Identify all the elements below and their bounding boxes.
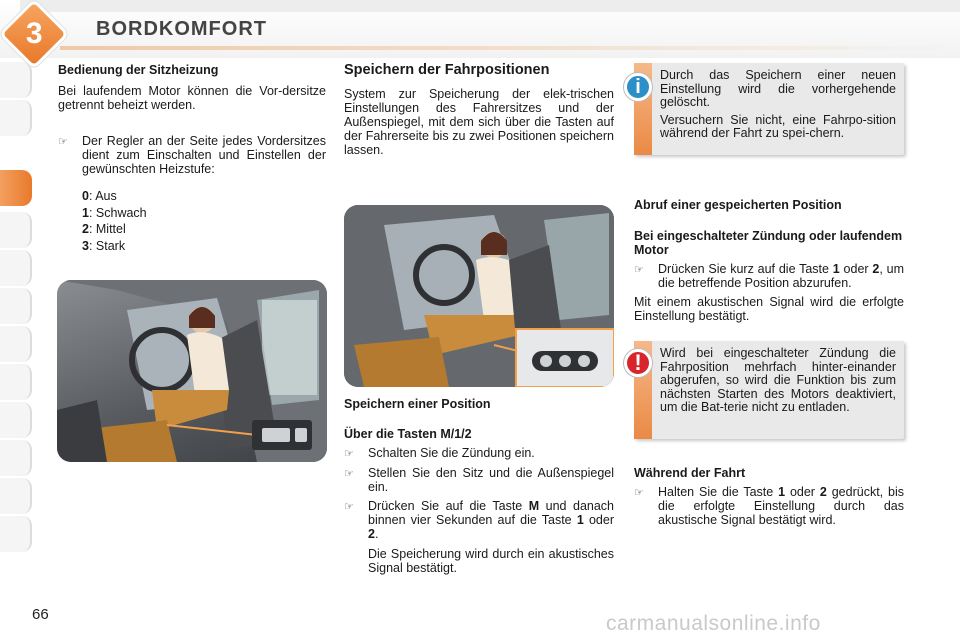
- chapter-title: BORDKOMFORT: [96, 18, 267, 40]
- chapter-tab[interactable]: [0, 212, 32, 248]
- seat-heating-illustration: [57, 280, 327, 462]
- header-underline: [60, 46, 960, 50]
- pointer-icon: ☞: [344, 448, 354, 460]
- store-position-block: [344, 397, 614, 575]
- memory-intro: System zur Speicherung der elek-trischen Einstellungen des Fahrersitzes und der Außenspiegel, mit dem sich über die Tasten auf der Fahrerseite bis zu zwei Positionen speichern lassen.: [344, 87, 614, 157]
- seat-heating-bullet-text: Der Regler an der Seite jedes Vordersitzes dient zum Einschalten und Einstellen der gewünschten Heizstufe:: [82, 134, 326, 176]
- info-icon: i: [624, 73, 652, 101]
- warning-icon: !: [624, 349, 652, 377]
- warning-box-text: Wird bei eingeschalteter Zündung die Fahrposition mehrfach hinter-einander abgerufen, so wird die Funktion bis zum nächsten Starten des Motors deaktiviert, um die Bat-terie nicht zu entladen.: [660, 346, 896, 414]
- heating-level: 2: Mittel: [82, 222, 126, 236]
- header-strip: [20, 0, 960, 12]
- warning-box: [634, 341, 904, 439]
- store-step: ☞ Drücken Sie auf die Taste M und danach binnen vier Sekunden auf die Taste 1 oder 2.: [344, 499, 615, 541]
- ignition-heading: Bei eingeschalteter Zündung oder laufendem Motor: [634, 229, 903, 257]
- chapter-tab[interactable]: [0, 326, 32, 362]
- chapter-tab[interactable]: [0, 100, 32, 136]
- recall-step: ☞ Drücken Sie kurz auf die Taste 1 oder 2, um die betreffende Position abzurufen.: [634, 262, 904, 290]
- pointer-icon: ☞: [634, 487, 644, 499]
- store-step: ☞ Schalten Sie die Zündung ein.: [344, 446, 535, 460]
- store-position-heading: Speichern einer Position: [344, 397, 491, 411]
- chapter-tab[interactable]: [0, 288, 32, 324]
- pointer-icon: ☞: [344, 468, 354, 480]
- heating-level: 0: Aus: [82, 189, 117, 203]
- seat-heating-bullet: [58, 134, 326, 176]
- recall-confirm: Mit einem akustischen Signal wird die erfolgte Einstellung bestätigt.: [634, 295, 904, 323]
- heating-levels: [82, 188, 326, 254]
- pointer-icon: ☞: [634, 264, 644, 276]
- heating-level: 1: Schwach: [82, 205, 147, 220]
- pointer-icon: ☞: [58, 136, 68, 148]
- chapter-tab[interactable]: [0, 478, 32, 514]
- info-box: [634, 63, 904, 155]
- memory-illustration: [344, 205, 614, 387]
- store-confirm: Die Speicherung wird durch ein akustisches Signal bestätigt.: [368, 547, 614, 575]
- seat-heating-intro: Bei laufendem Motor können die Vor-dersitze getrennt beheizt werden.: [58, 84, 326, 112]
- chapter-tab[interactable]: [0, 364, 32, 400]
- chapter-tab[interactable]: [0, 440, 32, 476]
- recall-heading: Abruf einer gespeicherten Position: [634, 198, 842, 212]
- store-step: ☞ Stellen Sie den Sitz und die Außenspiegel ein.: [344, 466, 614, 494]
- chapter-number: 3: [25, 17, 43, 50]
- left-column: [58, 63, 326, 254]
- chapter-tab[interactable]: [0, 516, 32, 552]
- info-box-text: Durch das Speichern einer neuen Einstellung wird die vorhergehende gelöscht. Versuchern Sie nicht, eine Fahrpo-sition während der Fahrt zu spei-chern.: [660, 68, 896, 140]
- driving-step: ☞ Halten Sie die Taste 1 oder 2 gedrückt, bis die erfolgte Einstellung durch das akustische Signal bestätigt wird.: [634, 485, 905, 527]
- driving-heading: Während der Fahrt: [634, 466, 746, 480]
- buttons-heading: Über die Tasten M/1/2: [344, 427, 472, 441]
- heating-level: 3: Stark: [82, 238, 126, 253]
- driving-block: [634, 466, 904, 527]
- watermark: carmanualsonline.info: [606, 612, 821, 635]
- chapter-tab[interactable]: [0, 250, 32, 286]
- pointer-icon: ☞: [344, 501, 354, 513]
- page-number: 66: [32, 606, 49, 623]
- seat-heating-heading: Bedienung der Sitzheizung: [58, 63, 219, 77]
- chapter-tab-active[interactable]: [0, 170, 32, 206]
- chapter-tab[interactable]: [0, 402, 32, 438]
- chapter-tab[interactable]: [0, 62, 32, 98]
- recall-block: [634, 198, 904, 323]
- memory-section-title: Speichern der Fahrpositionen: [344, 62, 550, 78]
- middle-column: [344, 63, 614, 157]
- chapter-tabs: [0, 62, 34, 577]
